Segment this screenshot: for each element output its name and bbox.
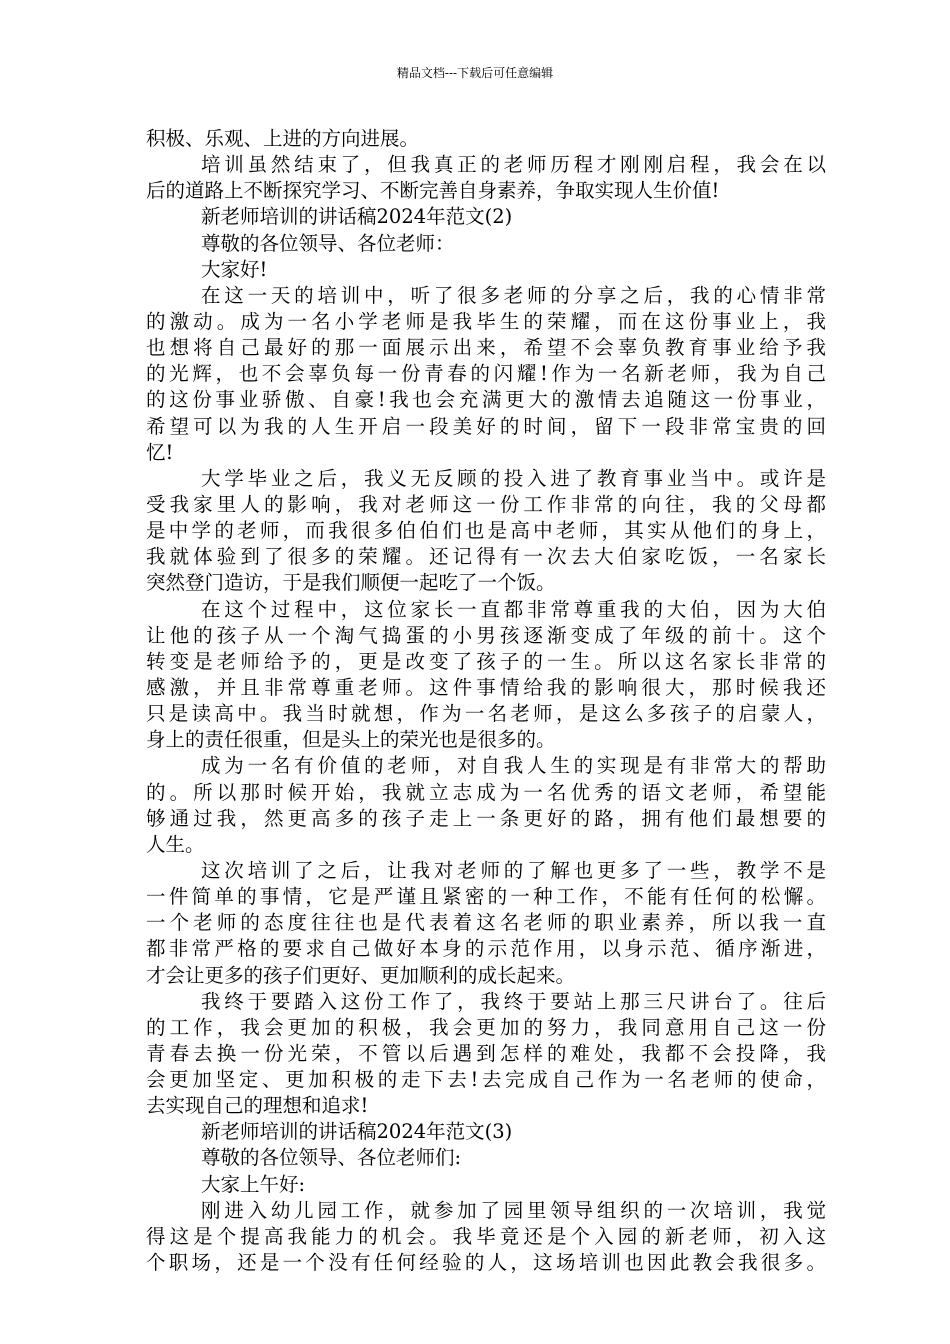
text-line: 的光辉，也不会辜负每一份青春的闪耀!作为一名新老师，我为自己	[146, 362, 826, 386]
text-line: 新老师培训的讲话稿2024年范文(3)	[201, 1120, 513, 1144]
text-line: 我终于要踏入这份工作了，我终于要站上那三尺讲台了。往后	[201, 989, 826, 1013]
text-line: 够通过我，然更高多的孩子走上一条更好的路，拥有他们最想要的	[146, 806, 826, 830]
text-line: 希望可以为我的人生开启一段美好的时间，留下一段非常宝贵的回	[146, 414, 826, 438]
text-line: 都非常严格的要求自己做好本身的示范作用，以身示范、循序渐进，	[146, 937, 826, 961]
text-line: 大家上午好:	[201, 1172, 306, 1196]
text-line: 这次培训了之后，让我对老师的了解也更多了一些，教学不是	[201, 858, 826, 882]
text-line: 的工作，我会更加的积极，我会更加的努力，我同意用自己这一份	[146, 1015, 826, 1039]
text-line: 得这是个提高我能力的机会。我毕竟还是个入园的新老师，初入这	[146, 1224, 826, 1248]
text-line: 大学毕业之后，我义无反顾的投入进了教育事业当中。或许是	[201, 466, 826, 490]
text-line: 突然登门造访，于是我们顺便一起吃了一个饭。	[146, 571, 556, 595]
text-line: 后的道路上不断探究学习、不断完善自身素养，争取实现人生价值!	[146, 179, 720, 203]
text-line: 成为一名有价值的老师，对自我人生的实现是有非常大的帮助	[201, 754, 826, 778]
text-line: 新老师培训的讲话稿2024年范文(2)	[201, 205, 513, 229]
text-line: 是中学的老师，而我很多伯伯们也是高中老师，其实从他们的身上，	[146, 519, 826, 543]
document-body	[146, 126, 826, 1276]
text-line: 在这个过程中，这位家长一直都非常尊重我的大伯，因为大伯	[201, 597, 826, 621]
text-line: 个职场，还是一个没有任何经验的人，这场培训也因此教会我很多。	[146, 1251, 826, 1275]
text-line: 大家好!	[201, 257, 268, 281]
text-line: 会更加坚定、更加积极的走下去!去完成自己作为一名老师的使命，	[146, 1068, 826, 1092]
text-line: 让他的孩子从一个淘气捣蛋的小男孩逐渐变成了年级的前十。这个	[146, 623, 826, 647]
text-line: 我就体验到了很多的荣耀。还记得有一次去大伯家吃饭，一名家长	[146, 545, 826, 569]
text-line: 尊敬的各位领导、各位老师们:	[201, 1146, 462, 1170]
text-line: 转变是老师给予的，更是改变了孩子的一生。所以这名家长非常的	[146, 649, 826, 673]
text-line: 的激动。成为一名小学老师是我毕生的荣耀，而在这份事业上，我	[146, 309, 826, 333]
text-line: 的。所以那时候开始，我就立志成为一名优秀的语文老师，希望能	[146, 780, 826, 804]
text-line: 身上的责任很重，但是头上的荣光也是很多的。	[146, 728, 556, 752]
text-line: 青春去换一份光荣，不管以后遇到怎样的难处，我都不会投降，我	[146, 1041, 826, 1065]
text-line: 也想将自己最好的那一面展示出来，希望不会辜负教育事业给予我	[146, 336, 826, 360]
text-line: 感激，并且非常尊重老师。这件事情给我的影响很大，那时候我还	[146, 675, 826, 699]
text-line: 积极、乐观、上进的方向进展。	[146, 127, 420, 150]
text-line: 忆!	[146, 440, 174, 464]
page-header: 精品文档---下载后可任意编辑	[396, 66, 554, 80]
text-line: 人生。	[146, 832, 205, 856]
text-line: 在这一天的培训中，听了很多老师的分享之后，我的心情非常	[201, 283, 826, 307]
text-line: 一个老师的态度往往也是代表着这名老师的职业素养，所以我一直	[146, 911, 826, 935]
text-line: 只是读高中。我当时就想，作为一名老师，是这么多孩子的启蒙人，	[146, 702, 826, 726]
text-line: 才会让更多的孩子们更好、更加顺利的成长起来。	[146, 963, 576, 987]
text-line: 刚进入幼儿园工作，就参加了园里领导组织的一次培训，我觉	[201, 1198, 826, 1222]
text-line: 尊敬的各位领导、各位老师：	[201, 231, 455, 255]
text-line: 的这份事业骄傲、自豪!我也会充满更大的激情去追随这一份事业，	[146, 388, 826, 412]
text-line: 受我家里人的影响，我对老师这一份工作非常的向往，我的父母都	[146, 492, 826, 516]
text-line: 培训虽然结束了，但我真正的老师历程才刚刚启程，我会在以	[201, 153, 826, 177]
text-line: 去实现自己的理想和追求!	[146, 1094, 369, 1118]
text-line: 一件简单的事情，它是严谨且紧密的一种工作，不能有任何的松懈。	[146, 885, 826, 909]
